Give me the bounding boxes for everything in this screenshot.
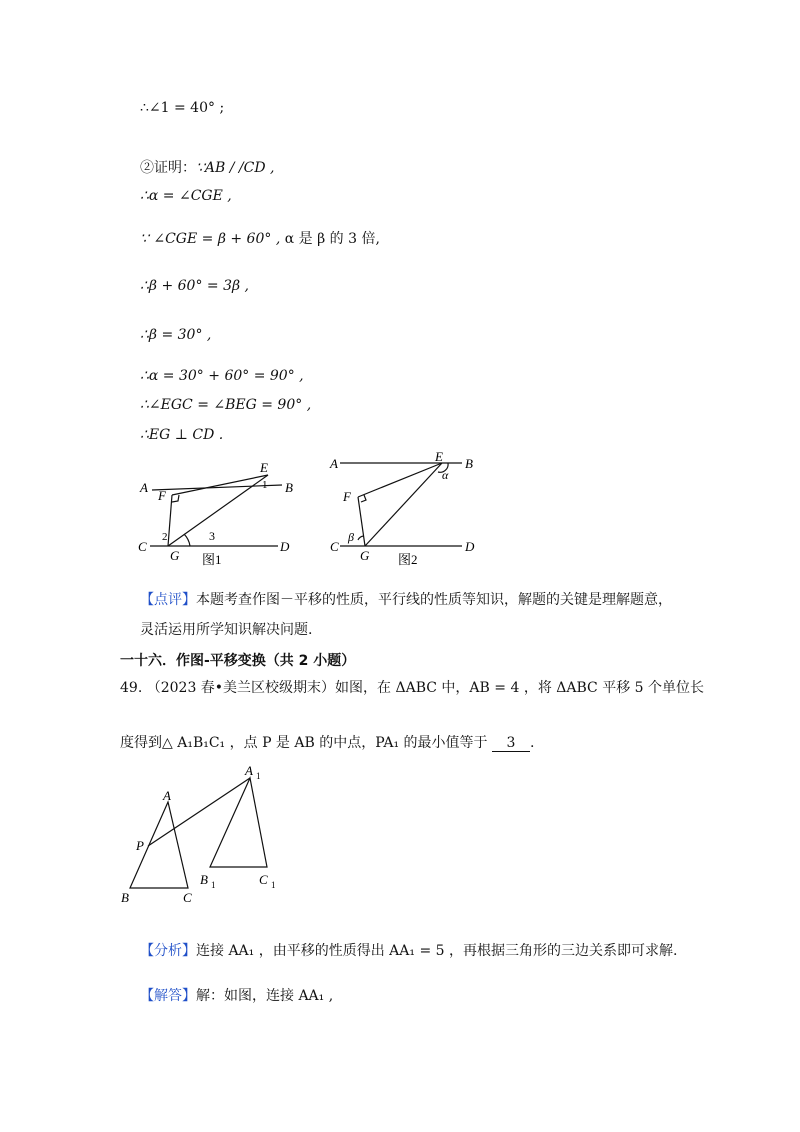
label-a1-subscript: 1 [256,771,261,781]
proof-line-8: ∴∠EGC = ∠BEG = 90° , [140,397,312,413]
solution-text: 解：如图，连接 AA₁ , [196,988,334,1004]
question-text-2-end: . [530,735,535,751]
proof-line-7: ∴α = 30° + 60° = 90° , [140,368,304,384]
fig1-right-angle-mark [172,495,179,502]
fig2-label-d: D [465,539,475,554]
translation-figure [115,760,295,910]
proof-line-3: ∴α = ∠CGE , [140,188,232,204]
proof-line-5: ∴β + 60° = 3β , [140,278,249,294]
proof-line-4 [140,229,380,249]
fig2-segment-fe [358,463,442,497]
fig1-segment-fg [168,495,172,546]
fig1-label-g: G [170,548,180,563]
label-a: A [163,788,171,803]
comment-line-1 [140,590,672,610]
answer-blank: 3 [492,735,530,752]
fig2-label-a: A [330,456,338,471]
comment-tag: 【点评】 [140,592,196,608]
fig1-label-d: D [280,539,290,554]
label-b1-subscript: 1 [211,880,216,890]
fig1-label-e: E [260,460,268,475]
question-line-2 [120,733,534,753]
proof-line-1: ∴∠1 = 40° ; [140,100,225,116]
fig2-label-g: G [360,548,370,563]
comment-line-2: 灵活运用所学知识解决问题. [140,622,313,638]
proof-line-2-label: ②证明： [140,160,196,176]
geometry-figures [130,450,490,580]
proof-line-4-math: ∵ ∠CGE = β + 60° , [140,231,281,247]
analysis-text: 连接 AA₁ ，由平移的性质得出 AA₁ = 5 ，再根据三角形的三边关系即可求解. [196,943,678,959]
fig1-angle-3-label: 3 [209,529,215,543]
fig1-label-f: F [158,488,166,503]
proof-line-6: ∴β = 30° , [140,327,212,343]
analysis-line [140,941,677,961]
question-text-1: （2023 春•美兰区校级期末）如图，在 ΔABC 中，AB = 4 ，将 ΔABC 平移 5 个单位长 [146,680,705,696]
fig2-beta-label: β [348,530,354,544]
label-b1: B [200,872,208,887]
label-b: B [121,890,129,905]
fig2-label-f: F [343,489,351,504]
analysis-tag: 【分析】 [140,943,196,959]
fig1-label-c: C [138,539,147,554]
fig1-angle-1-label: 1 [262,479,268,491]
proof-line-9: ∴EG ⊥ CD . [140,427,224,443]
triangle-a1b1c1 [210,778,267,867]
fig1-angle-2-label: 2 [162,531,168,543]
fig2-label-e: E [435,450,443,464]
fig2-label-b: B [465,456,473,471]
label-a1: A [245,763,253,778]
proof-line-2-math: ∵AB / /CD , [196,160,275,176]
fig1-label-a: A [140,480,148,495]
question-line-1 [120,678,704,698]
label-p: P [136,838,144,853]
fig2-label-c: C [330,539,339,554]
proof-line-4-text: α 是 β 的 3 倍, [284,231,380,247]
fig1-angle-3-arc [184,534,190,546]
fig2-segment-ge [365,463,442,546]
question-number: 49. [120,680,143,696]
fig2-beta-arc [358,536,364,540]
fig1-caption: 图1 [202,552,222,567]
section-heading: 一十六．作图-平移变换（共 2 小题） [120,653,356,669]
fig2-caption: 图2 [398,552,418,567]
label-c: C [183,890,192,905]
comment-text-1: 本题考查作图－平移的性质，平行线的性质等知识，解题的关键是理解题意， [196,592,672,608]
label-c1-subscript: 1 [271,880,276,890]
proof-line-2 [140,158,274,178]
question-text-2: 度得到△ A₁B₁C₁ ，点 P 是 AB 的中点，PA₁ 的最小值等于 [120,735,488,751]
solution-tag: 【解答】 [140,988,196,1004]
fig2-alpha-label: α [442,468,449,482]
label-c1: C [259,872,268,887]
solution-line [140,986,333,1006]
fig1-label-b: B [285,480,293,495]
